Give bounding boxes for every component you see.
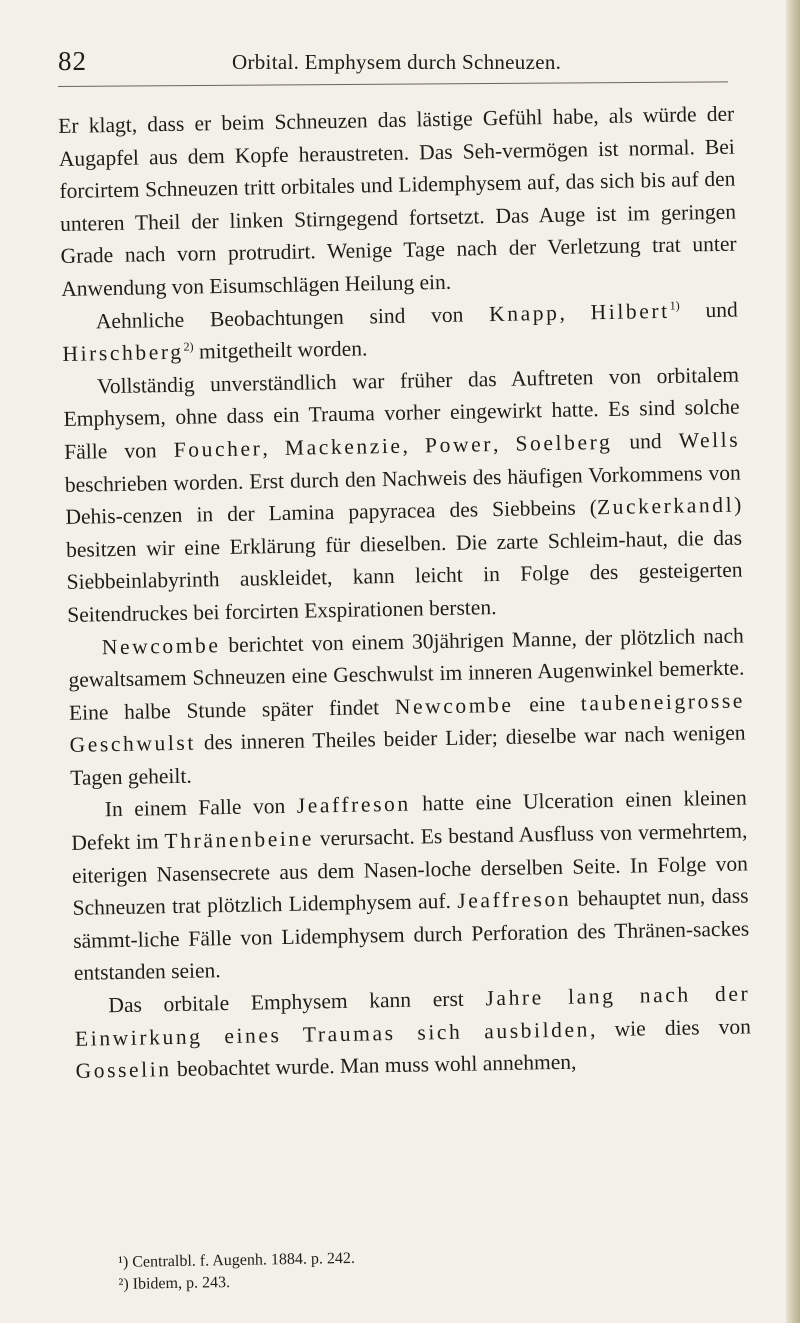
author-hilbert: Hilbert xyxy=(590,298,670,324)
author-newcombe-2: Newcombe xyxy=(394,692,514,719)
emphasis-jahre-lang: Jahre lang nach der Einwirkung eines Traumas sich ausbilden xyxy=(74,981,751,1051)
author-wells: Wells xyxy=(678,427,741,453)
author-zuckerkandl: Zuckerkandl xyxy=(596,492,735,520)
author-hirschberg: Hirschberg xyxy=(62,339,184,367)
paragraph-3: Vollständig unverständlich war früher das Auftreten von orbitalem Emphysem, ohne dass ein Trauma vorher eingewirkt hatte. Es sind solche Fälle von Foucher, Mackenzie, Power, Soelberg und Wells beschrieben worden. Erst durch den Nachweis des häufigen Vorkommens von Dehis-cenzen in der Lamina papyracea des Siebbeins (Zuckerkandl) besitzen wir eine Erklärung für dieselben. Die zarte Schleim-haut, die das Siebbeinlabyrinth auskleidet, kann leicht in Folge des gesteigerten Seitendruckes bei forcirten Exspirationen bersten. xyxy=(63,362,743,627)
page-header xyxy=(58,44,728,84)
author-jeaffreson-2: Jeaffreson xyxy=(457,886,572,914)
author-mackenzie: Mackenzie xyxy=(284,433,403,460)
paragraph-4: Newcombe berichtet von einem 30jährigen Manne, der plötzlich nach gewaltsamem Schneuzen eine Geschwulst im inneren Augenwinkel bemerkte. Eine halbe Stunde später findet Newcombe eine taubeneigrosse Geschwulst des inneren Theiles beider Lider; dieselbe war nach wenigen Tagen geheilt. xyxy=(68,623,746,790)
page-edge xyxy=(786,0,800,1323)
author-soelberg: Soelberg xyxy=(515,429,613,456)
running-title: Orbital. Emphysem durch Schneuzen. xyxy=(232,50,562,74)
emphasis-thraenenbeine: Thränenbeine xyxy=(164,826,315,854)
author-power: Power xyxy=(424,432,494,458)
emphasis-taubeneigrosse: taubeneigrosse Geschwulst xyxy=(69,688,746,758)
footnote-ref-1: 1) xyxy=(669,298,680,313)
footnote-2: ²) Ibidem, p. 243. xyxy=(118,1274,231,1293)
footnotes xyxy=(118,1242,719,1296)
author-knapp: Knapp xyxy=(488,300,560,326)
body-text xyxy=(58,98,752,1088)
author-foucher: Foucher xyxy=(173,436,263,462)
footnote-ref-2: 2) xyxy=(183,339,194,354)
paragraph-2: Aehnliche Beobachtungen sind von Knapp, Hilbert$^{1)}$ und Hirschberg$^{2)}$ mitgetheilt worden. xyxy=(62,297,738,367)
footnote-1: ¹) Centralbl. f. Augenh. 1884. p. 242. xyxy=(118,1249,356,1271)
paragraph-5: In einem Falle von Jeaffreson hatte eine Ulceration einen kleinen Defekt im Thränenbeine verursacht. Es bestand Ausfluss von vermehrtem, eiterigen Nasensecrete aus dem Nasen-loche derselben Seite. In Folge von Schneuzen trat plötzlich Lidemphysem auf. Jeaffreson behauptet nun, dass sämmt-liche Fälle von Lidemphysem durch Perforation des Thränen-sackes entstanden seien. xyxy=(71,785,750,986)
author-gosselin: Gosselin xyxy=(75,1057,172,1084)
paragraph-6: Das orbitale Emphysem kann erst Jahre lang nach der Einwirkung eines Traumas sich ausbilden, wie dies von Gosselin beobachtet wurde. Man muss wohl annehmen, xyxy=(74,981,752,1084)
page-number: 82 xyxy=(58,46,87,76)
paragraph-1: Er klagt, dass er beim Schneuzen das lästige Gefühl habe, als würde der Augapfel aus dem Kopfe heraustreten. Das Seh-vermögen ist normal. Bei forcirtem Schneuzen tritt orbitales und Lidemphysem auf, das sich bis auf den unteren Theil der linken Stirngegend fortsetzt. Das Auge ist im geringen Grade nach vorn protrudirt. Wenige Tage nach der Verletzung trat unter Anwendung von Eisumschlägen Heilung ein. xyxy=(58,101,737,301)
author-newcombe: Newcombe xyxy=(101,632,221,659)
author-jeaffreson: Jeaffreson xyxy=(296,792,411,819)
